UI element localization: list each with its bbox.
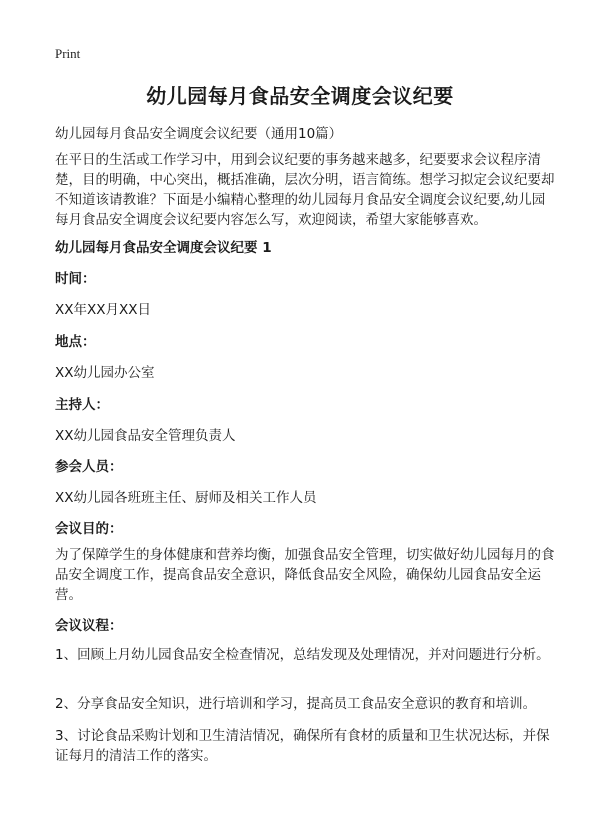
document-subtitle: 幼儿园每月食品安全调度会议纪要（通用10篇） [55,126,343,142]
time-label: 时间： [55,271,96,287]
purpose-label: 会议目的： [55,521,123,537]
print-link[interactable]: Print [55,46,81,61]
agenda-item: 2、分享食品安全知识，进行培训和学习，提高员工食品安全意识的教育和培训。 [55,696,537,712]
place-label: 地点： [55,334,96,350]
place-value: XX幼儿园办公室 [55,365,155,381]
section-heading: 幼儿园每月食品安全调度会议纪要 1 [55,240,272,256]
agenda-item: 3、讨论食品采购计划和卫生清洁情况，确保所有食材的质量和卫生状况达标，并保证每月的清洁工作的落实。 [55,728,550,764]
purpose-paragraph: 为了保障学生的身体健康和营养均衡，加强食品安全管理，切实做好幼儿园每月的食品安全调度工作，提高食品安全意识，降低食品安全风险，确保幼儿园食品安全运营。 [55,547,555,603]
intro-paragraph: 在平日的生活或工作学习中，用到会议纪要的事务越来越多，纪要要求会议程序清楚，目的明确，中心突出，概括准确，层次分明，语言简练。想学习拟定会议纪要却不知道该请教谁？下面是小编精心整理的幼儿园每月食品安全调度会议纪要,幼儿园每月食品安全调度会议纪要内容怎么写，欢迎阅读，希望大家能够喜欢。 [55,152,555,228]
agenda-label: 会议议程： [55,618,123,634]
time-value: XX年XX月XX日 [55,302,151,318]
host-label: 主持人： [55,397,109,413]
host-value: XX幼儿园食品安全管理负责人 [55,428,236,444]
page-title: 幼儿园每月食品安全调度会议纪要 [146,84,454,108]
attendees-label: 参会人员： [55,459,123,475]
attendees-value: XX幼儿园各班班主任、厨师及相关工作人员 [55,490,317,506]
agenda-item: 1、回顾上月幼儿园食品安全检查情况，总结发现及处理情况，并对问题进行分析。 [55,647,550,663]
